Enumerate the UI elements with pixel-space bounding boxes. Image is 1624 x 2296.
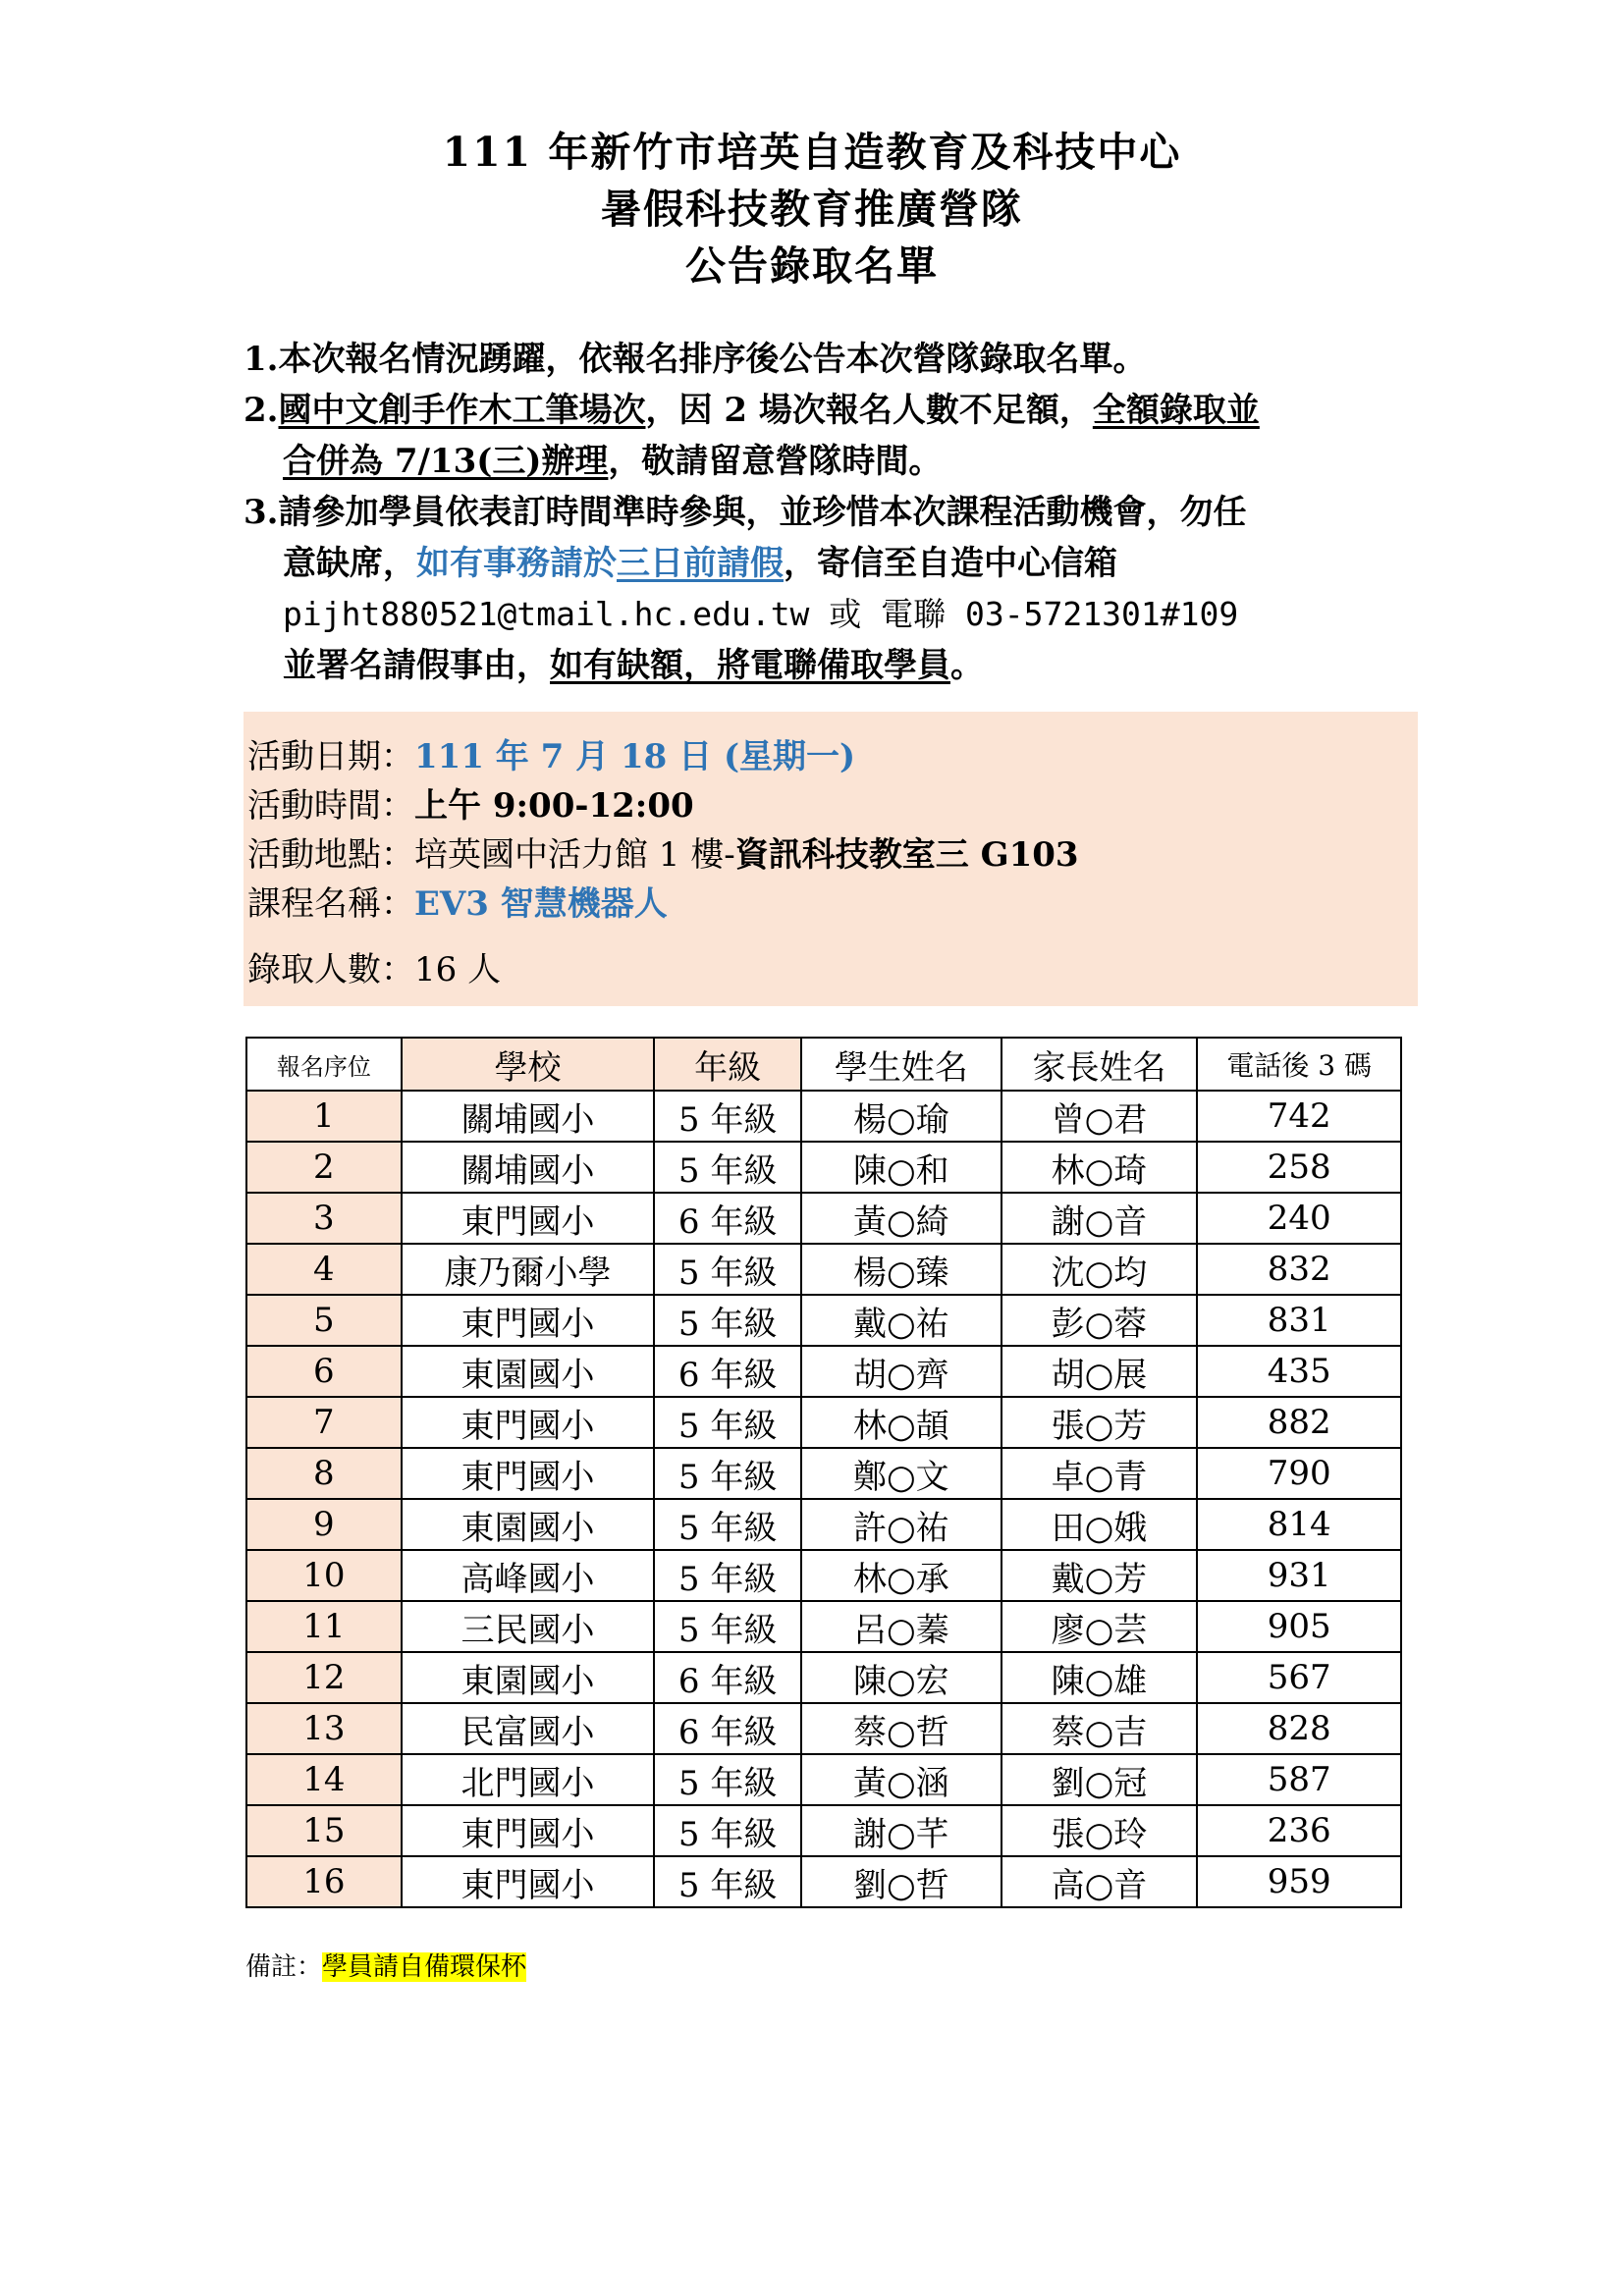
cell-grade: 6 年級	[654, 1703, 801, 1754]
cell-grade: 5 年級	[654, 1397, 801, 1448]
cell-grade: 6 年級	[654, 1652, 801, 1703]
event-time-label: 活動時間：	[247, 786, 414, 826]
notice-3-absence: 意缺席，	[283, 544, 416, 583]
cell-student-name: 林○頡	[801, 1397, 1001, 1448]
notice-item-2-cont	[244, 436, 1402, 487]
cell-phone-last3: 790	[1197, 1448, 1401, 1499]
cell-student-name: 劉○哲	[801, 1856, 1001, 1907]
cell-student-name: 陳○宏	[801, 1652, 1001, 1703]
course-name-label: 課程名稱：	[247, 884, 414, 924]
table-row	[246, 1091, 1401, 1142]
cell-rank: 5	[246, 1295, 402, 1346]
cell-parent-name: 沈○均	[1001, 1244, 1198, 1295]
cell-phone-last3: 435	[1197, 1346, 1401, 1397]
notice-3-mail: ，寄信至自造中心信箱	[784, 544, 1117, 583]
cell-grade: 5 年級	[654, 1856, 801, 1907]
cell-rank: 10	[246, 1550, 402, 1601]
cell-parent-name: 高○音	[1001, 1856, 1198, 1907]
table-row	[246, 1601, 1401, 1652]
cell-student-name: 許○祐	[801, 1499, 1001, 1550]
header-student-name: 學生姓名	[801, 1038, 1001, 1091]
cell-rank: 15	[246, 1805, 402, 1856]
table-row	[246, 1652, 1401, 1703]
cell-parent-name: 卓○青	[1001, 1448, 1198, 1499]
cell-phone-last3: 240	[1197, 1193, 1401, 1244]
table-header-row	[246, 1038, 1401, 1091]
cell-student-name: 鄭○文	[801, 1448, 1001, 1499]
notice-2-merge: 合併為 7/13(三)辦理	[283, 442, 609, 481]
cell-student-name: 謝○芊	[801, 1805, 1001, 1856]
cell-parent-name: 張○玲	[1001, 1805, 1198, 1856]
cell-grade: 5 年級	[654, 1805, 801, 1856]
document-subtitle: 暑假科技教育推廣營隊	[601, 186, 1023, 233]
cell-grade: 5 年級	[654, 1550, 801, 1601]
cell-student-name: 戴○祐	[801, 1295, 1001, 1346]
notice-item-2	[244, 385, 1402, 436]
table-row	[246, 1448, 1401, 1499]
table-row	[246, 1754, 1401, 1805]
cell-student-name: 陳○和	[801, 1142, 1001, 1193]
cell-grade: 5 年級	[654, 1754, 801, 1805]
cell-rank: 1	[246, 1091, 402, 1142]
cell-grade: 6 年級	[654, 1346, 801, 1397]
event-place-row	[247, 828, 1079, 876]
cell-parent-name: 胡○展	[1001, 1346, 1198, 1397]
cell-school: 高峰國小	[402, 1550, 655, 1601]
header-phone-last3: 電話後 3 碼	[1197, 1038, 1401, 1091]
cell-rank: 14	[246, 1754, 402, 1805]
table-row	[246, 1397, 1401, 1448]
table-row	[246, 1295, 1401, 1346]
cell-grade: 5 年級	[654, 1499, 801, 1550]
cell-phone-last3: 931	[1197, 1550, 1401, 1601]
table-row	[246, 1499, 1401, 1550]
notice-2-attention: ，敬請留意營隊時間。	[608, 442, 943, 481]
cell-grade: 5 年級	[654, 1601, 801, 1652]
course-name-value: EV3 智慧機器人	[414, 884, 668, 924]
header-rank: 報名序位	[246, 1038, 402, 1091]
header-school: 學校	[402, 1038, 655, 1091]
cell-school: 東門國小	[402, 1295, 655, 1346]
notice-2-admit: 全額錄取並	[1092, 391, 1260, 430]
cell-rank: 12	[246, 1652, 402, 1703]
cell-school: 三民國小	[402, 1601, 655, 1652]
cell-parent-name: 田○娥	[1001, 1499, 1198, 1550]
notice-3-leave: 如有事務請於	[416, 544, 617, 583]
event-date-value: 111 年 7 月 18 日 (星期一)	[414, 737, 856, 776]
cell-grade: 5 年級	[654, 1091, 801, 1142]
cell-phone-last3: 905	[1197, 1601, 1401, 1652]
notice-list	[244, 334, 1402, 691]
course-name-row	[247, 877, 668, 925]
cell-phone-last3: 882	[1197, 1397, 1401, 1448]
cell-parent-name: 廖○芸	[1001, 1601, 1198, 1652]
cell-school: 東門國小	[402, 1193, 655, 1244]
cell-school: 東門國小	[402, 1397, 655, 1448]
cell-phone-last3: 567	[1197, 1652, 1401, 1703]
event-time-row	[247, 778, 694, 827]
document-heading: 公告錄取名單	[685, 242, 939, 290]
cell-parent-name: 林○琦	[1001, 1142, 1198, 1193]
remark-label: 備註：	[245, 1952, 323, 1982]
cell-parent-name: 張○芳	[1001, 1397, 1198, 1448]
cell-school: 北門國小	[402, 1754, 655, 1805]
cell-parent-name: 蔡○吉	[1001, 1703, 1198, 1754]
cell-rank: 9	[246, 1499, 402, 1550]
table-row	[246, 1550, 1401, 1601]
cell-student-name: 黃○涵	[801, 1754, 1001, 1805]
cell-school: 關埔國小	[402, 1142, 655, 1193]
notice-3-three-days: 三日前請假	[617, 544, 784, 583]
cell-grade: 5 年級	[654, 1448, 801, 1499]
notice-2-number: 2.	[244, 391, 279, 430]
cell-phone-last3: 258	[1197, 1142, 1401, 1193]
cell-student-name: 呂○蓁	[801, 1601, 1001, 1652]
event-date-row	[247, 729, 855, 777]
cell-rank: 6	[246, 1346, 402, 1397]
cell-grade: 6 年級	[654, 1193, 801, 1244]
event-time-value: 上午 9:00-12:00	[414, 786, 694, 826]
cell-school: 東門國小	[402, 1805, 655, 1856]
table-row	[246, 1193, 1401, 1244]
cell-rank: 3	[246, 1193, 402, 1244]
cell-school: 東園國小	[402, 1499, 655, 1550]
table-row	[246, 1244, 1401, 1295]
admit-count-row	[247, 942, 501, 990]
document-title: 111 年新竹市培英自造教育及科技中心	[442, 129, 1182, 176]
cell-school: 關埔國小	[402, 1091, 655, 1142]
table-row	[246, 1703, 1401, 1754]
cell-parent-name: 劉○冠	[1001, 1754, 1198, 1805]
notice-2-reason: ，因 2 場次報名人數不足額，	[645, 391, 1093, 430]
cell-rank: 2	[246, 1142, 402, 1193]
cell-rank: 13	[246, 1703, 402, 1754]
admission-table	[245, 1037, 1402, 1908]
cell-school: 東門國小	[402, 1448, 655, 1499]
notice-3-sign: 並署名請假事由，	[283, 646, 550, 685]
cell-student-name: 楊○瑜	[801, 1091, 1001, 1142]
remark	[245, 1947, 526, 1983]
cell-grade: 5 年級	[654, 1295, 801, 1346]
contact-email[interactable]: pijht880521@tmail.hc.edu.tw	[283, 595, 810, 633]
cell-parent-name: 謝○音	[1001, 1193, 1198, 1244]
cell-student-name: 林○承	[801, 1550, 1001, 1601]
cell-phone-last3: 587	[1197, 1754, 1401, 1805]
cell-phone-last3: 832	[1197, 1244, 1401, 1295]
cell-parent-name: 陳○雄	[1001, 1652, 1198, 1703]
cell-parent-name: 曾○君	[1001, 1091, 1198, 1142]
cell-school: 東園國小	[402, 1346, 655, 1397]
event-place-value: 培英國中活力館 1 樓-	[414, 835, 735, 875]
header-parent-name: 家長姓名	[1001, 1038, 1198, 1091]
cell-student-name: 蔡○哲	[801, 1703, 1001, 1754]
cell-parent-name: 彭○蓉	[1001, 1295, 1198, 1346]
header-grade: 年級	[654, 1038, 801, 1091]
remark-text: 學員請自備環保杯	[322, 1952, 527, 1982]
notice-3-waitlist: 如有缺額，將電聯備取學員	[550, 646, 950, 685]
cell-school: 東門國小	[402, 1856, 655, 1907]
event-date-label: 活動日期：	[247, 737, 414, 776]
cell-student-name: 胡○齊	[801, 1346, 1001, 1397]
cell-student-name: 楊○臻	[801, 1244, 1001, 1295]
table-row	[246, 1856, 1401, 1907]
cell-rank: 11	[246, 1601, 402, 1652]
cell-rank: 4	[246, 1244, 402, 1295]
cell-rank: 16	[246, 1856, 402, 1907]
event-info-box	[244, 712, 1418, 1006]
notice-3-period: 。	[950, 646, 984, 685]
table-row	[246, 1805, 1401, 1856]
cell-phone-last3: 814	[1197, 1499, 1401, 1550]
notice-item-3-cont	[244, 538, 1402, 589]
admit-count-label: 錄取人數：	[247, 950, 414, 989]
table-row	[246, 1142, 1401, 1193]
table-row	[246, 1346, 1401, 1397]
cell-school: 東園國小	[402, 1652, 655, 1703]
cell-phone-last3: 236	[1197, 1805, 1401, 1856]
admit-count-value: 16 人	[414, 950, 502, 989]
notice-item-3: 3.請參加學員依表訂時間準時參與，並珍惜本次課程活動機會，勿任	[244, 493, 1247, 532]
cell-grade: 5 年級	[654, 1244, 801, 1295]
notice-2-session: 國中文創手作木工筆場次	[278, 391, 646, 430]
cell-grade: 5 年級	[654, 1142, 801, 1193]
contact-phone: 或 電聯 03-5721301#109	[809, 595, 1239, 633]
cell-parent-name: 戴○芳	[1001, 1550, 1198, 1601]
cell-school: 康乃爾小學	[402, 1244, 655, 1295]
cell-rank: 8	[246, 1448, 402, 1499]
cell-phone-last3: 742	[1197, 1091, 1401, 1142]
cell-student-name: 黃○綺	[801, 1193, 1001, 1244]
notice-item-1: 1.本次報名情況踴躍，依報名排序後公告本次營隊錄取名單。	[244, 340, 1147, 379]
cell-phone-last3: 828	[1197, 1703, 1401, 1754]
cell-phone-last3: 831	[1197, 1295, 1401, 1346]
notice-item-3-contact	[244, 589, 1402, 640]
cell-phone-last3: 959	[1197, 1856, 1401, 1907]
cell-school: 民富國小	[402, 1703, 655, 1754]
notice-item-3-end	[244, 640, 1402, 691]
cell-rank: 7	[246, 1397, 402, 1448]
event-place-label: 活動地點：	[247, 835, 414, 875]
event-room-value: 資訊科技教室三 G103	[734, 835, 1079, 875]
